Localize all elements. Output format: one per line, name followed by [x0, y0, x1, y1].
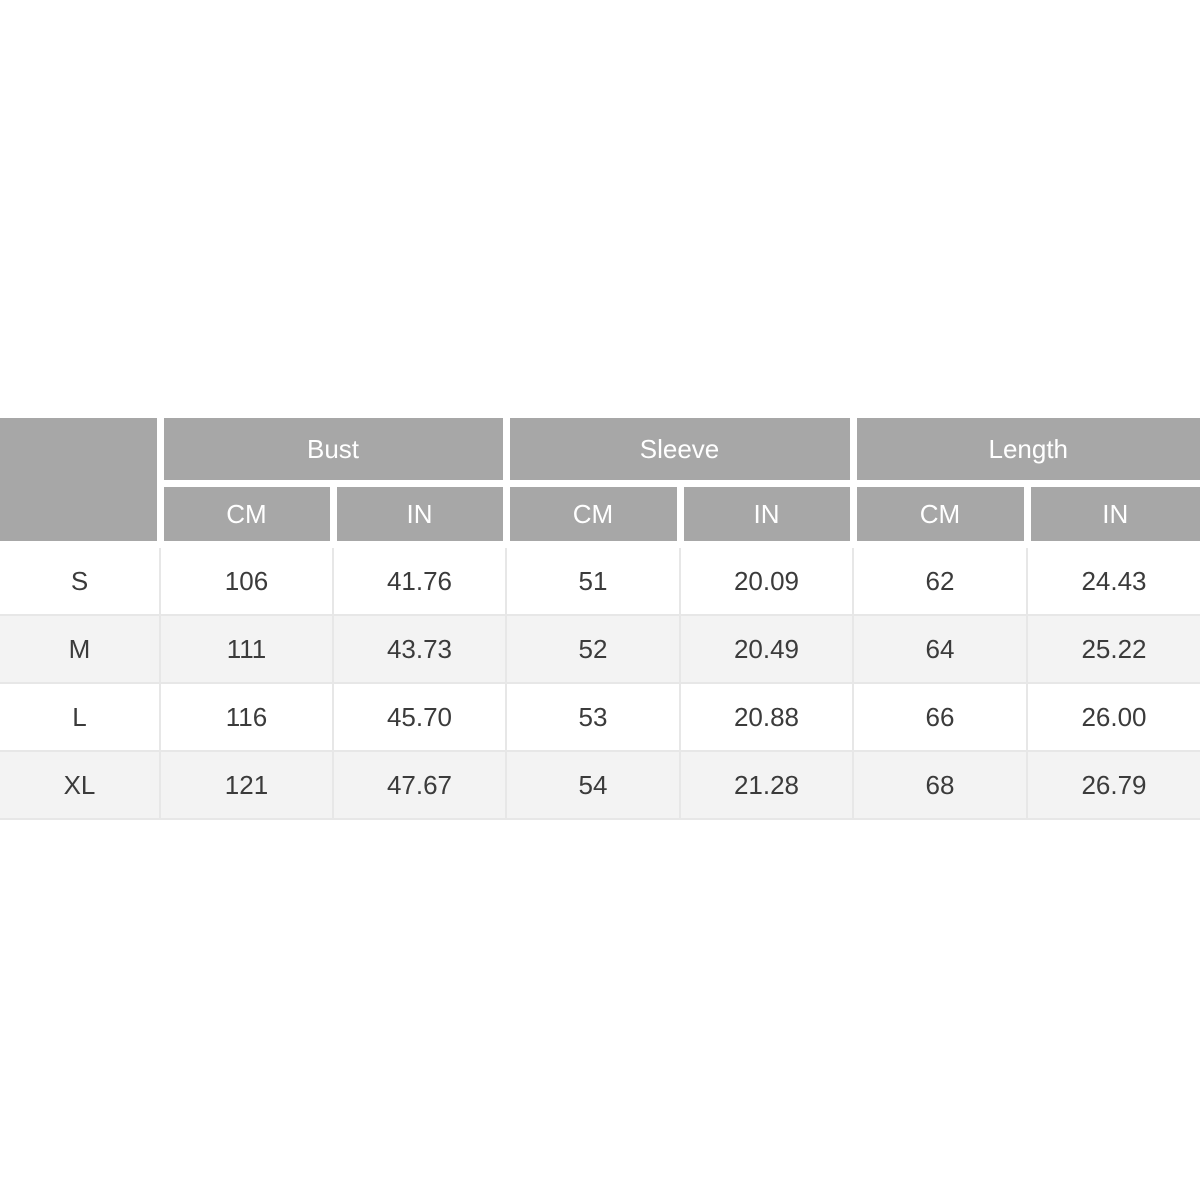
unit-header-length-in: IN	[1027, 484, 1200, 545]
sleeve-cm-value: 53	[506, 683, 680, 751]
size-chart	[0, 418, 1200, 820]
corner-cell	[0, 418, 160, 545]
length-cm-value: 68	[853, 751, 1027, 819]
unit-header-length-cm: CM	[853, 484, 1027, 545]
sleeve-in-value: 20.88	[680, 683, 853, 751]
bust-cm-value: 116	[160, 683, 333, 751]
bust-cm-value: 111	[160, 615, 333, 683]
group-header-sleeve: Sleeve	[506, 418, 853, 484]
sleeve-in-value: 20.09	[680, 545, 853, 616]
sleeve-in-value: 21.28	[680, 751, 853, 819]
bust-in-value: 45.70	[333, 683, 506, 751]
bust-in-value: 41.76	[333, 545, 506, 616]
bust-in-value: 43.73	[333, 615, 506, 683]
size-label: L	[0, 683, 160, 751]
unit-header-bust-cm: CM	[160, 484, 333, 545]
bust-cm-value: 121	[160, 751, 333, 819]
size-chart-table	[0, 418, 1200, 820]
length-cm-value: 64	[853, 615, 1027, 683]
length-in-value: 24.43	[1027, 545, 1200, 616]
unit-header-row	[0, 484, 1200, 545]
group-header-bust: Bust	[160, 418, 506, 484]
bust-in-value: 47.67	[333, 751, 506, 819]
size-label: XL	[0, 751, 160, 819]
unit-header-sleeve-in: IN	[680, 484, 853, 545]
sleeve-in-value: 20.49	[680, 615, 853, 683]
bust-cm-value: 106	[160, 545, 333, 616]
sleeve-cm-value: 51	[506, 545, 680, 616]
unit-header-bust-in: IN	[333, 484, 506, 545]
length-in-value: 26.00	[1027, 683, 1200, 751]
table-row-xl	[0, 751, 1200, 819]
length-cm-value: 62	[853, 545, 1027, 616]
length-in-value: 25.22	[1027, 615, 1200, 683]
length-cm-value: 66	[853, 683, 1027, 751]
group-header-length: Length	[853, 418, 1200, 484]
length-in-value: 26.79	[1027, 751, 1200, 819]
group-header-row	[0, 418, 1200, 484]
sleeve-cm-value: 54	[506, 751, 680, 819]
table-row-s	[0, 545, 1200, 616]
size-label: M	[0, 615, 160, 683]
sleeve-cm-value: 52	[506, 615, 680, 683]
table-row-l	[0, 683, 1200, 751]
table-row-m	[0, 615, 1200, 683]
size-label: S	[0, 545, 160, 616]
unit-header-sleeve-cm: CM	[506, 484, 680, 545]
